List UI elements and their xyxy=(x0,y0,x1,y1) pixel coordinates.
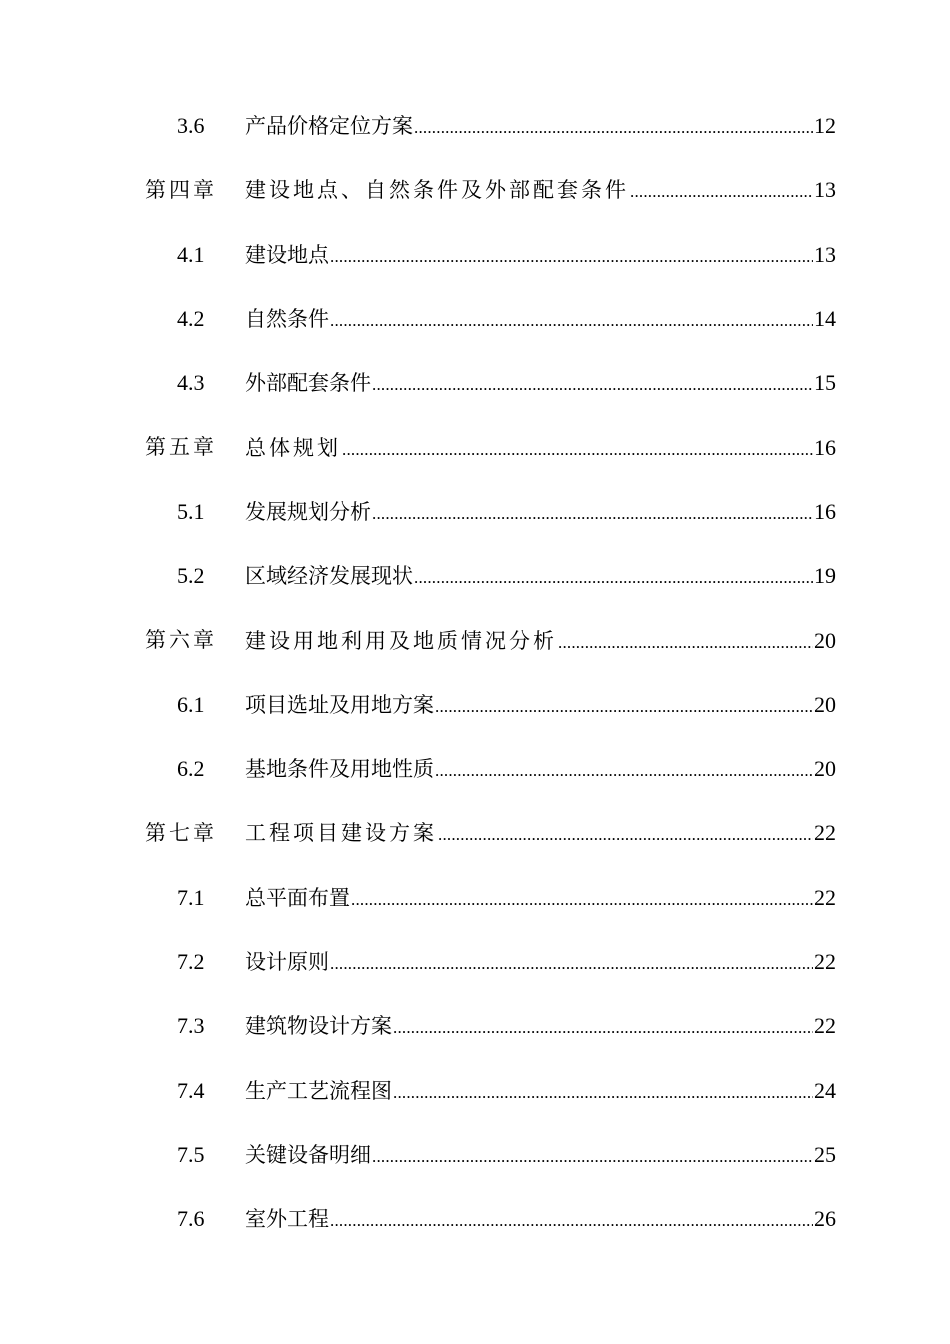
toc-entry-chapter-4[interactable] xyxy=(0,158,950,222)
toc-title-line xyxy=(245,372,836,394)
toc-entry-chapter-5[interactable] xyxy=(0,415,950,479)
toc-number: 5.2 xyxy=(177,563,205,589)
toc-title: 基地条件及用地性质 xyxy=(245,757,434,782)
toc-title: 发展规划分析 xyxy=(245,499,371,524)
toc-title-line xyxy=(245,434,836,460)
toc-title: 外部配套条件 xyxy=(245,371,371,396)
toc-number: 7.5 xyxy=(177,1141,205,1167)
toc-leader-dots xyxy=(330,248,813,265)
toc-title-line xyxy=(245,115,836,137)
toc-title: 关键设备明细 xyxy=(245,1142,371,1167)
table-of-contents xyxy=(0,94,950,1251)
toc-title: 室外工程 xyxy=(245,1207,329,1232)
toc-page-number: 24 xyxy=(814,1077,836,1103)
toc-number: 7.2 xyxy=(177,949,205,974)
toc-number: 5.1 xyxy=(177,498,205,524)
toc-title-line xyxy=(245,1141,836,1167)
toc-page-number: 25 xyxy=(814,1141,836,1167)
toc-leader-dots xyxy=(393,1084,813,1101)
toc-title: 项目选址及用地方案 xyxy=(245,692,434,717)
toc-page-number: 22 xyxy=(814,949,836,974)
toc-chapter-number: 第四章 xyxy=(145,177,217,202)
toc-leader-dots xyxy=(372,505,813,522)
toc-number: 3.6 xyxy=(177,113,205,139)
toc-entry-6-1[interactable] xyxy=(0,673,950,737)
toc-page-number: 16 xyxy=(814,498,836,524)
toc-page-number: 22 xyxy=(814,1013,836,1039)
toc-chapter-number: 第六章 xyxy=(145,628,217,653)
toc-page-number: 20 xyxy=(814,627,836,653)
toc-entry-5-2[interactable] xyxy=(0,544,950,608)
toc-entry-6-2[interactable] xyxy=(0,737,950,801)
toc-title-line xyxy=(245,565,836,587)
toc-number: 6.1 xyxy=(177,691,205,717)
toc-title-line xyxy=(245,308,836,330)
toc-number: 4.3 xyxy=(177,370,205,396)
toc-title-line xyxy=(245,498,836,524)
toc-title-line xyxy=(245,241,836,267)
toc-entry-7-2[interactable] xyxy=(0,930,950,994)
toc-entry-7-4[interactable] xyxy=(0,1058,950,1122)
toc-title-line xyxy=(245,1015,836,1037)
toc-title: 工程项目建设方案 xyxy=(245,821,437,846)
toc-page-number: 14 xyxy=(814,306,836,332)
toc-title: 设计原则 xyxy=(245,950,329,974)
toc-title: 建设地点、自然条件及外部配套条件 xyxy=(245,178,629,203)
toc-leader-dots xyxy=(558,634,813,651)
toc-number: 4.2 xyxy=(177,306,205,332)
toc-number: 4.1 xyxy=(177,241,205,267)
toc-page-number: 16 xyxy=(814,434,836,460)
toc-leader-dots xyxy=(342,441,813,458)
toc-title: 总体规划 xyxy=(245,435,341,460)
toc-number: 7.4 xyxy=(177,1077,205,1103)
toc-number: 7.3 xyxy=(177,1013,205,1039)
toc-page-number: 19 xyxy=(814,563,836,589)
toc-leader-dots xyxy=(351,891,813,908)
toc-leader-dots xyxy=(330,1212,813,1229)
toc-page-number: 22 xyxy=(814,884,836,910)
toc-title: 区域经济发展现状 xyxy=(245,564,413,589)
toc-entry-3-6[interactable] xyxy=(0,94,950,158)
toc-title: 建筑物设计方案 xyxy=(245,1014,392,1039)
toc-leader-dots xyxy=(372,1148,813,1165)
toc-entry-7-5[interactable] xyxy=(0,1123,950,1187)
toc-number: 6.2 xyxy=(177,756,205,782)
toc-title-line xyxy=(245,691,836,717)
toc-page-number: 26 xyxy=(814,1206,836,1232)
toc-leader-dots xyxy=(414,569,813,586)
toc-title-line xyxy=(245,627,836,653)
toc-page-number: 12 xyxy=(814,113,836,139)
toc-title: 建设地点 xyxy=(245,242,329,267)
toc-title: 生产工艺流程图 xyxy=(245,1078,392,1103)
toc-entry-chapter-7[interactable] xyxy=(0,801,950,865)
toc-entry-chapter-6[interactable] xyxy=(0,608,950,672)
toc-title-line xyxy=(245,1208,836,1230)
toc-page-number: 13 xyxy=(814,177,836,203)
toc-title-line xyxy=(245,822,836,844)
toc-title-line xyxy=(245,884,836,910)
toc-leader-dots xyxy=(330,955,813,972)
toc-leader-dots xyxy=(630,183,813,200)
toc-leader-dots xyxy=(435,698,813,715)
toc-page-number: 15 xyxy=(814,370,836,396)
toc-entry-4-2[interactable] xyxy=(0,287,950,351)
toc-entry-7-6[interactable] xyxy=(0,1187,950,1251)
toc-title: 自然条件 xyxy=(245,307,329,332)
toc-leader-dots xyxy=(414,119,813,136)
toc-leader-dots xyxy=(393,1019,813,1036)
toc-title: 产品价格定位方案 xyxy=(245,114,413,139)
toc-leader-dots xyxy=(438,826,813,843)
toc-title-line xyxy=(245,951,836,973)
toc-page-number: 20 xyxy=(814,691,836,717)
toc-number: 7.6 xyxy=(177,1206,205,1232)
toc-chapter-number: 第五章 xyxy=(145,435,217,460)
toc-page-number: 20 xyxy=(814,756,836,782)
toc-title: 总平面布置 xyxy=(245,885,350,910)
toc-title-line xyxy=(245,179,836,201)
toc-title-line xyxy=(245,758,836,780)
toc-entry-7-3[interactable] xyxy=(0,994,950,1058)
toc-title: 建设用地利用及地质情况分析 xyxy=(245,628,557,653)
toc-leader-dots xyxy=(435,762,813,779)
toc-chapter-number: 第七章 xyxy=(145,820,217,845)
toc-number: 7.1 xyxy=(177,884,205,910)
toc-entry-4-1[interactable] xyxy=(0,223,950,287)
toc-title-line xyxy=(245,1077,836,1103)
toc-leader-dots xyxy=(372,376,813,393)
toc-entry-4-3[interactable] xyxy=(0,351,950,415)
toc-page-number: 22 xyxy=(814,820,836,846)
toc-leader-dots xyxy=(330,312,813,329)
toc-entry-7-1[interactable] xyxy=(0,866,950,930)
toc-page-number: 13 xyxy=(814,241,836,267)
toc-entry-5-1[interactable] xyxy=(0,480,950,544)
